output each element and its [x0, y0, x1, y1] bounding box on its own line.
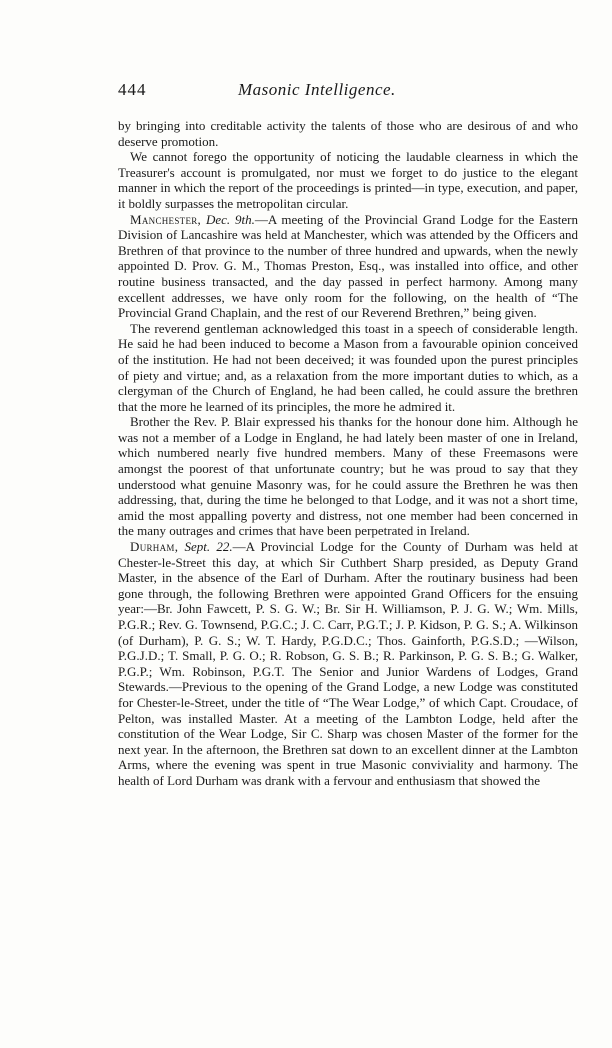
paragraph-text: by bringing into creditable activity the talents of those who are desirous of and who deserve promotion. — [118, 118, 578, 149]
paragraph-durham — [118, 539, 578, 789]
place-heading: Durham, — [130, 539, 179, 555]
paragraph-text: The reverend gentleman acknowledged this toast in a speech of considerable length. He said he had been induced to become a Mason from a favourable opinion conceived of the institution. He had not been deceived; it was founded upon the purest principles of piety and virtue; and, as a relaxation from the more important duties to which, as a clergyman of the Church of England, he had been called, he could assure the brethren that the more he learned of its principles, the more he admired it. — [118, 320, 578, 414]
place-heading: Manchester, — [130, 211, 202, 227]
paragraph-text: We cannot forego the opportunity of noticing the laudable clearness in which the Treasurer's account is promulgated, nor must we forget to do justice to the elegant manner in which the report of the proceedings is printed—in type, execution, and paper, it boldly surpasses the metropolitan circular. — [118, 149, 578, 211]
page-number: 444 — [118, 80, 147, 99]
report-date: Dec. 9th. — [205, 211, 255, 227]
paragraph-blair-speech — [118, 414, 578, 539]
running-title: Masonic Intelligence. — [238, 80, 396, 99]
report-date: Sept. 22. — [184, 539, 233, 555]
paragraph-manchester — [118, 212, 578, 321]
paragraph-reverend-speech — [118, 321, 578, 415]
paragraph-continuation — [118, 118, 578, 149]
page-header — [118, 80, 448, 104]
paragraph-text: —A Provincial Lodge for the County of Durham was held at Chester-le-Street this day, at which Sir Cuthbert Sharp presided, as Deputy Grand Master, in the absence of the Earl of Durham. After the routinary business had been gone through, the following Brethren were appointed Grand Officers for the ensuing year:—Br. John Fawcett, P. S. G. W.; Br. Sir H. Williamson, P. J. G. W.; Wm. Mills, P.G.R.; Rev. G. Townsend, P.G.C.; J. C. Carr, P.G.T.; J. P. Kidson, P. G. S.; A. Wilkinson (of Durham), P. G. S.; W. T. Hardy, P.G.D.C.; Thos. Gainforth, P.G.S.D.; —Wilson, P.G.J.D.; T. Small, P. G. O.; R. Robson, G. S. B.; R. Parkinson, P. G. S. B.; G. Walker, P.G.P.; Wm. Robinson, P.G.T. The Senior and Junior Wardens of Lodges, Grand Stewards.—Previous to the opening of the Grand Lodge, a new Lodge was constituted for Chester-le-Street, under the title of “The Wear Lodge,” of which Capt. Croudace, of Pelton, was installed Master. At a meeting of the Lambton Lodge, held after the constitution of the Wear Lodge, Sir C. Sharp was chosen Master of the former for the next year. In the afternoon, the Brethren sat down to an excellent dinner at the Lambton Arms, where the evening was spent in true Masonic conviviality and harmony. The health of Lord Durham was drank with a fervour and enthusiasm that showed the — [118, 539, 578, 788]
body-text — [118, 118, 578, 789]
paragraph-text: Brother the Rev. P. Blair expressed his thanks for the honour done him. Although he was not a member of a Lodge in England, he had lately been master of one in Ireland, which numbered nearly five hundred members. Many of these Freemasons were amongst the poorest of that unfortunate country; but he was proud to say that they understood what genuine Masonry was, for he could assure the Brethren he was then addressing, that, during the time he belonged to that Lodge, and it was not a short time, amid the most appalling poverty and distress, not one member had been concerned in the many outrages and crimes that have been perpetrated in Ireland. — [118, 414, 578, 539]
paragraph-treasurer-note — [118, 149, 578, 211]
paragraph-text: —A meeting of the Provincial Grand Lodge for the Eastern Division of Lancashire was held at Manchester, which was attended by the Officers and Brethren of that province to the number of three hundred and upwards, when the newly appointed D. Prov. G. M., Thomas Preston, Esq., was installed into office, and other routine business transacted, and the day passed in perfect harmony. Among many excellent addresses, we have only room for the following, on the health of “The Provincial Grand Chaplain, and the rest of our Reverend Brethren,” being given. — [118, 211, 578, 321]
